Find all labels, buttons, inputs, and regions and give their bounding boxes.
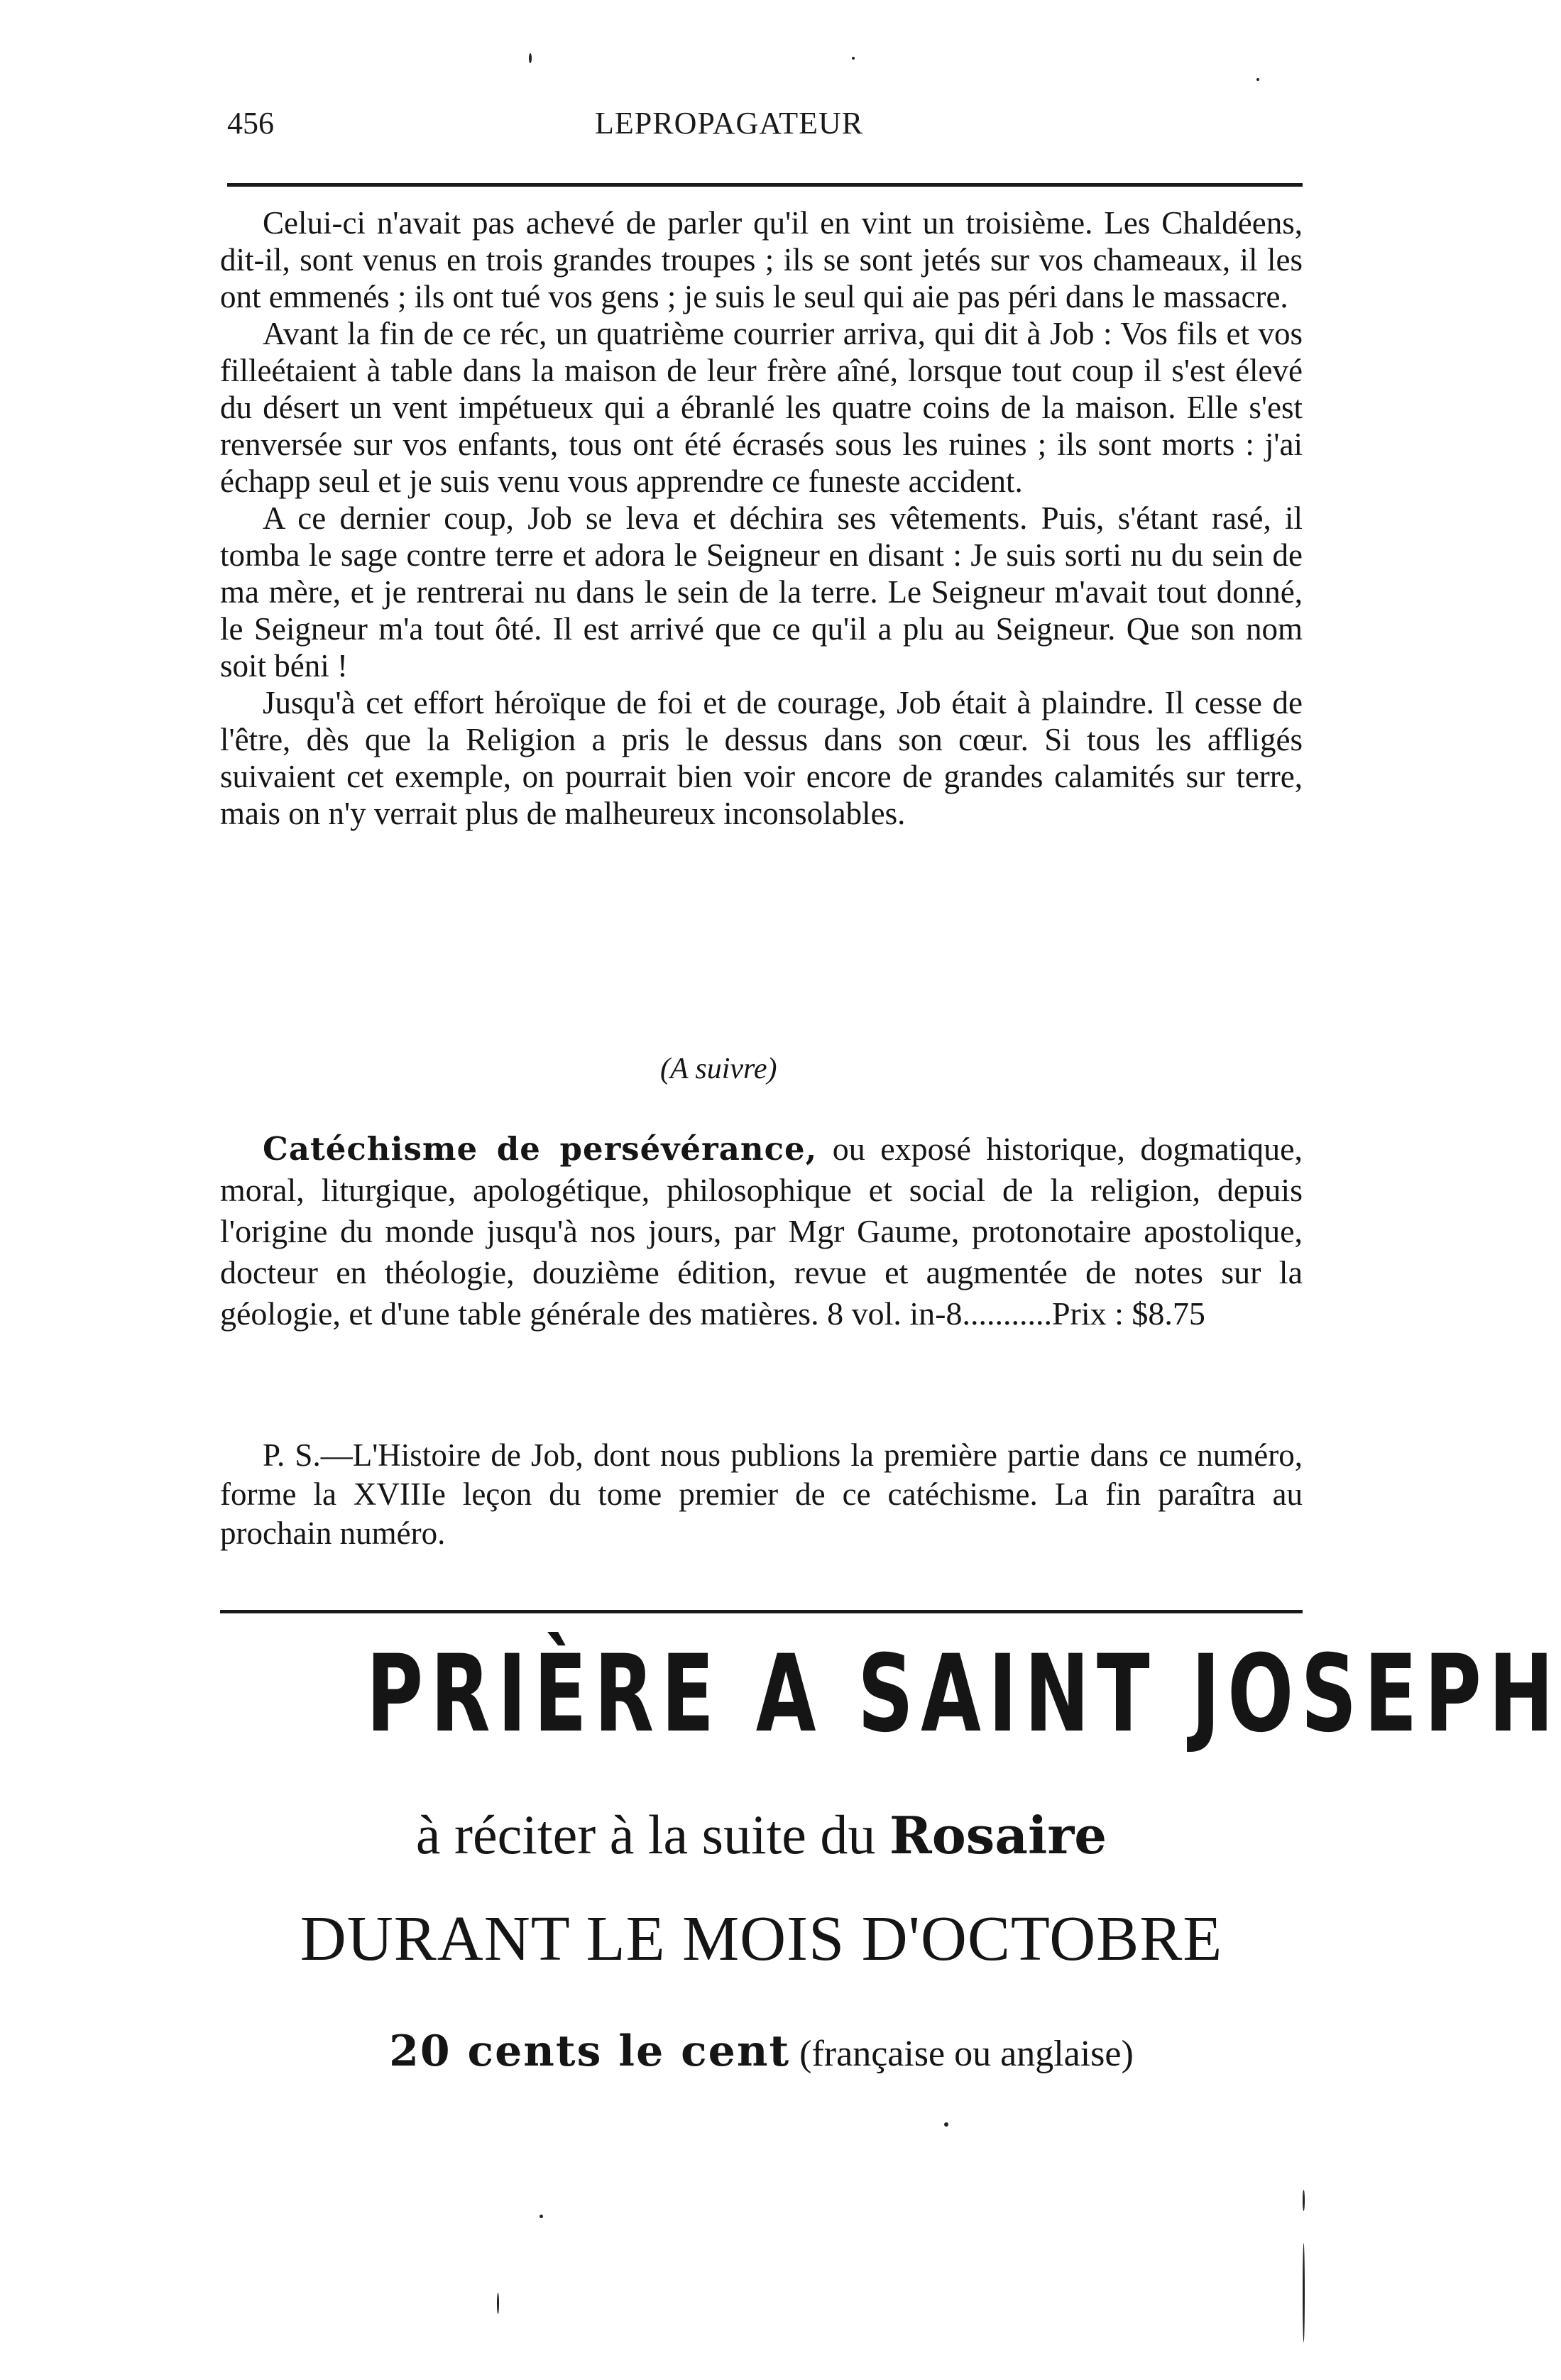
scan-speck: [1303, 2190, 1305, 2211]
prayer-price-line: [220, 2027, 1303, 2076]
paragraph: Celui-ci n'avait pas achevé de parler qu'il en vint un troisième. Les Chaldéens, dit-il, sont venus en trois grandes troupes ; ils se sont jetés sur vos chameaux, il les ont emmenés ; ils ont tué vos gens ; je suis le seul qui aie pas péri dans le massacre.: [220, 205, 1303, 314]
prayer-month-line: DURANT LE MOIS D'OCTOBRE: [300, 1904, 1223, 1974]
page-number: 456: [227, 106, 274, 141]
subtitle-prefix: à réciter à la suite du: [415, 1804, 889, 1865]
paragraph: Avant la fin de ce réc, un quatrième courrier arriva, qui dit à Job : Vos fils et vos filleétaient à table dans la maison de leur frère aîné, lorsque tout coup il s'est élevé du désert un vent impétueux qui a ébranlé les quatre coins de la maison. Elle s'est renversée sur vos enfants, tous ont été écrasés sous les ruines ; ils sont morts : j'ai échapp seul et je suis venu vous apprendre ce funeste accident.: [220, 316, 1303, 499]
scan-speck: [1303, 2243, 1305, 2342]
scan-speck: [539, 2215, 543, 2218]
price-note: (française ou anglaise): [790, 2034, 1134, 2074]
scan-speck: [497, 2293, 499, 2314]
scan-speck: [1256, 78, 1259, 81]
prayer-subtitle: [220, 1803, 1303, 1867]
postscript: [220, 1436, 1303, 1553]
scan-speck: [529, 53, 532, 63]
a-suivre-note: (A suivre): [660, 1053, 777, 1085]
price-bold: 20 cents le cent: [389, 2027, 791, 2076]
running-title: LEPROPAGATEUR: [595, 106, 864, 141]
advertisement-paragraph: [220, 1129, 1303, 1334]
mid-rule: [220, 1610, 1303, 1613]
prayer-title: PRIÈRE A SAINT JOSEPH: [366, 1633, 1561, 1756]
advertisement: [220, 1129, 1303, 1334]
postscript-text: P. S.—L'Histoire de Job, dont nous publions la première partie dans ce numéro, forme la XVIIIe leçon du tome premier de ce catéchisme. La fin paraîtra au prochain numéro.: [220, 1437, 1303, 1551]
scan-speck: [852, 57, 855, 60]
top-rule: [227, 183, 1303, 187]
paragraph: A ce dernier coup, Job se leva et déchira ses vêtements. Puis, s'étant rasé, il tomba le sage contre terre et adora le Seigneur en disant : Je suis sorti nu du sein de ma mère, et je rentrerai nu dans le sein de la terre. Le Seigneur m'avait tout donné, le Seigneur m'a tout ôté. Il est arrivé que ce qu'il a plu au Seigneur. Que son nom soit béni !: [220, 500, 1303, 684]
article-body: [220, 204, 1303, 832]
scan-speck: [944, 2122, 948, 2127]
advertisement-title: Catéchisme de persévérance,: [263, 1130, 818, 1168]
paragraph: Jusqu'à cet effort héroïque de foi et de courage, Job était à plaindre. Il cesse de l'être, dès que la Religion a pris le dessus dans son cœur. Si tous les affligés suivaient cet exemple, on pourrait bien voir encore de grandes calamités sur terre, mais on n'y verrait plus de malheureux inconsolables.: [220, 685, 1303, 831]
advertisement-text: ou exposé historique, dogmatique, moral, liturgique, apologétique, philosophique et social de la religion, depuis l'origine du monde jusqu'à nos jours, par Mgr Gaume, protonotaire apostolique, docteur en théologie, douzième édition, revue et augmentée de notes sur la géologie, et d'une table générale des matières. 8 vol. in-8...........Prix : $8.75: [220, 1131, 1303, 1332]
subtitle-rosaire: Rosaire: [889, 1805, 1107, 1865]
